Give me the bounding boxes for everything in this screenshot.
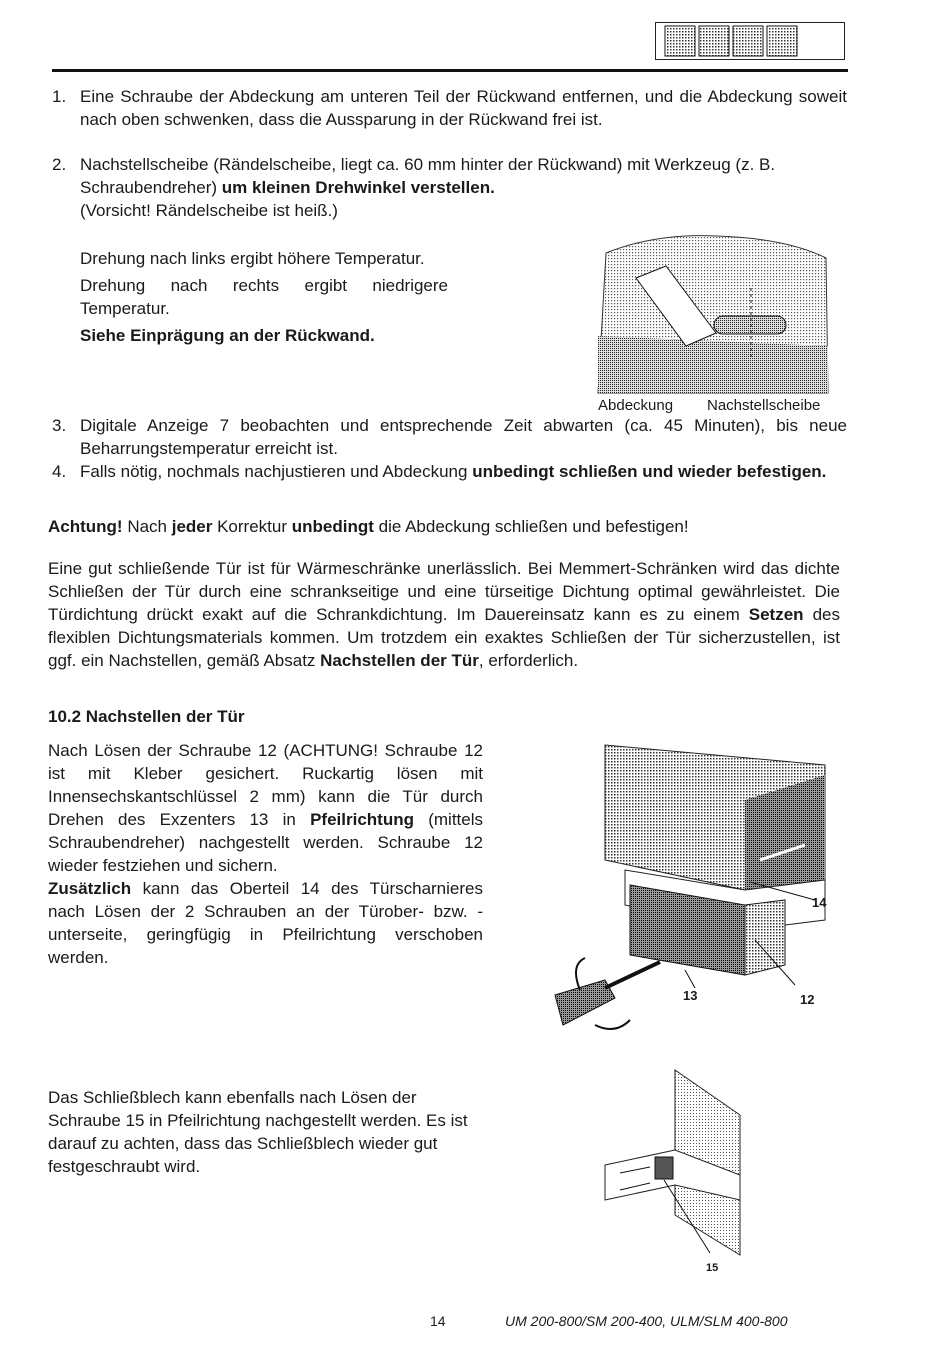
figure1-caption-left: Abdeckung bbox=[598, 397, 674, 414]
adjustment-disc-illustration bbox=[596, 228, 836, 396]
step-number: 2. bbox=[52, 155, 67, 174]
strike-plate-text bbox=[48, 1086, 488, 1178]
figure2-label-13: 13 bbox=[683, 988, 698, 1003]
rotation-notes bbox=[80, 247, 448, 347]
figure2-label-12: 12 bbox=[800, 992, 815, 1007]
warning-emphasis: jeder bbox=[171, 517, 213, 536]
warning-part: die Abdeckung schließen und befestigen! bbox=[373, 517, 689, 536]
step-note: (Vorsicht! Rändelscheibe ist heiß.) bbox=[80, 201, 338, 220]
door-text: Nach Lösen der Schraube 12 (ACHTUNG! Schraube 12 ist mit Kleber gesichert. Ruckartig lösen mit Innensechskantschlüssel 2 mm) kann die Tür durch Drehen des Exzenters 13 in bbox=[48, 741, 483, 829]
door-seal-paragraph bbox=[48, 557, 840, 672]
warning-emphasis: unbedingt bbox=[291, 517, 374, 536]
header-icons bbox=[655, 22, 845, 60]
step-text: Eine Schraube der Abdeckung am unteren Teil der Rückwand entfernen, und die Abdeckung soweit nach oben schwenken, dass die Aussparung in der Rückwand frei ist. bbox=[80, 87, 847, 129]
step-number: 1. bbox=[52, 87, 67, 106]
figure1-caption-right: Nachstellscheibe bbox=[707, 397, 821, 414]
strike-text: Das Schließblech kann ebenfalls nach Lösen der Schraube 15 in Pfeilrichtung nachgestellt werden. Es ist darauf zu achten, dass das Schließblech wieder gut festgeschraubt wird. bbox=[48, 1088, 468, 1176]
door-adjustment-text bbox=[48, 739, 483, 969]
model-reference: UM 200-800/SM 200-400, ULM/SLM 400-800 bbox=[505, 1313, 788, 1329]
step-2 bbox=[52, 153, 847, 222]
door-text: kann das Oberteil 14 des Türscharnieres nach Lösen der 2 Schrauben an der Türober- bzw. -unterseite, geringfügig in Pfeilrichtung verschoben werden. bbox=[48, 879, 483, 967]
step-text: Falls nötig, nochmals nachjustieren und Abdeckung bbox=[80, 462, 473, 481]
figure2-label-14: 14 bbox=[812, 895, 827, 910]
step-number: 4. bbox=[52, 462, 67, 481]
warning-part: Nach bbox=[122, 517, 172, 536]
paragraph-part: Eine gut schließende Tür ist für Wärmeschränke unerlässlich. Bei Memmert-Schränken wird das dichte Schließen der Tür durch eine schrankseitige und eine türseitige Dichtung optimal gewährleistet. Die Türdichtung drückt exakt auf die Schrankdichtung. Im Dauereinsatz kann es zu einem bbox=[48, 559, 840, 624]
section-title: 10.2 Nachstellen der Tür bbox=[48, 707, 245, 726]
door-emphasis: Pfeilrichtung bbox=[310, 810, 414, 829]
warning-part: Korrektur bbox=[212, 517, 292, 536]
door-text: (mittels Schraubendreher) nachgestellt werden. Schraube 12 wieder festziehen und sichern. bbox=[48, 810, 483, 875]
paragraph-emphasis: Nachstellen der Tür bbox=[320, 651, 479, 670]
door-emphasis: Zusätzlich bbox=[48, 879, 132, 898]
paragraph-part: des flexiblen Dichtungsmaterials kommen. Um trotzdem ein exaktes Schließen der Tür sicherzustellen, ist ggf. ein Nachstellen, gemäß Absatz bbox=[48, 605, 840, 670]
figure-adjustment-disc bbox=[596, 228, 836, 396]
rotation-left: Drehung nach links ergibt höhere Temperatur. bbox=[80, 249, 425, 268]
figure3-label-15: 15 bbox=[706, 1262, 719, 1274]
step-1 bbox=[52, 85, 847, 131]
rotation-note: Siehe Einprägung an der Rückwand. bbox=[80, 326, 375, 345]
rotation-right: Drehung nach rechts ergibt niedrigere Temperatur. bbox=[80, 276, 448, 318]
page-number: 14 bbox=[430, 1313, 446, 1329]
step-emphasis: unbedingt schließen und wieder befestigen. bbox=[472, 462, 827, 481]
warning-label: Achtung! bbox=[48, 517, 123, 536]
paragraph-part: , erforderlich. bbox=[478, 651, 579, 670]
figure-strike-plate bbox=[600, 1065, 745, 1260]
step-text: Digitale Anzeige 7 beobachten und entsprechende Zeit abwarten (ca. 45 Minuten), bis neue Beharrungstemperatur erreicht ist. bbox=[80, 416, 847, 458]
step-4 bbox=[52, 460, 847, 483]
warning-text bbox=[48, 515, 848, 538]
step-text: Nachstellscheibe (Rändelscheibe, liegt ca. 60 mm hinter der Rückwand) mit Werkzeug (z. B. Schraubendreher) bbox=[80, 155, 776, 197]
header-rule bbox=[52, 69, 848, 72]
step-3 bbox=[52, 414, 847, 460]
strike-plate-illustration bbox=[600, 1065, 745, 1260]
step-emphasis: um kleinen Drehwinkel verstellen. bbox=[221, 178, 495, 197]
step-number: 3. bbox=[52, 416, 67, 435]
header-icon-strip bbox=[655, 22, 845, 60]
paragraph-emphasis: Setzen bbox=[748, 605, 804, 624]
